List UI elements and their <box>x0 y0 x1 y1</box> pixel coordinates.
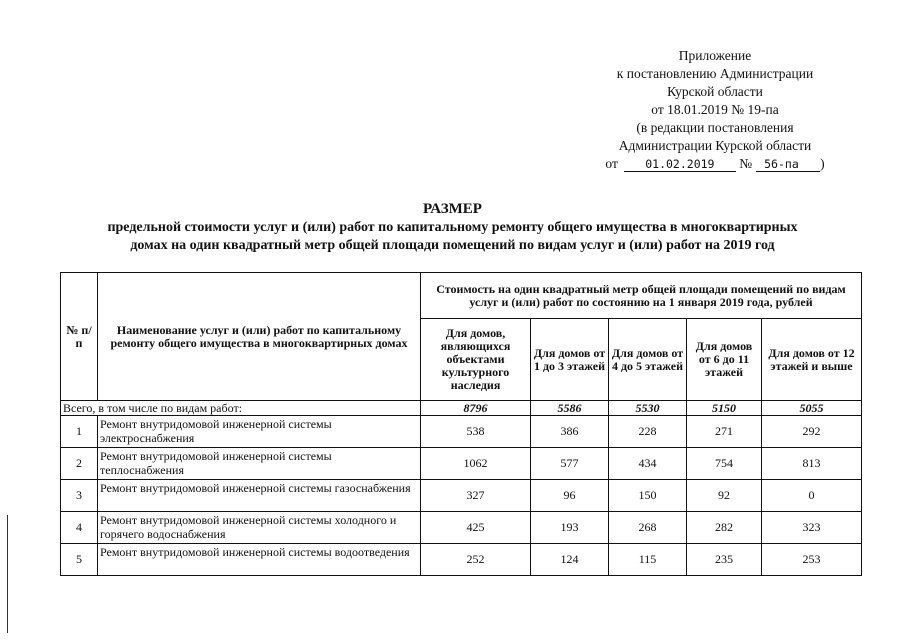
row-value: 813 <box>762 448 862 480</box>
row-value: 235 <box>687 544 762 576</box>
row-value: 271 <box>687 416 762 448</box>
amendment-date: 01.02.2019 <box>624 157 736 172</box>
table-row <box>61 416 862 448</box>
row-value: 228 <box>609 416 687 448</box>
row-number: 1 <box>61 416 98 448</box>
row-number: 2 <box>61 448 98 480</box>
title-main: РАЗМЕР <box>423 201 482 217</box>
table-row <box>61 512 862 544</box>
header-col-1-3-floors: Для домов от 1 до 3 этажей <box>531 319 609 401</box>
row-service-name: Ремонт внутридомовой инженерной системы газоснабжения <box>98 480 421 512</box>
row-value: 425 <box>421 512 531 544</box>
header-col-12-plus-floors: Для домов от 12 этажей и выше <box>762 319 862 401</box>
appendix-line-1: Приложение <box>678 48 752 63</box>
row-value: 577 <box>531 448 609 480</box>
row-value: 434 <box>609 448 687 480</box>
header-cost-group: Стоимость на один квадратный метр общей площади помещений по видам услуг и (или) работ по состоянию на 1 января 2019 года, рублей <box>421 273 862 319</box>
title-line-2: домах на один квадратный метр общей площади помещений по видам услуг и (или) работ на 2019 год <box>130 238 775 253</box>
row-value: 282 <box>687 512 762 544</box>
appendix-line-3: Курской области <box>667 84 763 99</box>
amendment-number: 56-па <box>764 157 799 171</box>
document-title <box>30 200 875 255</box>
table-row <box>61 544 862 576</box>
row-value: 386 <box>531 416 609 448</box>
row-value: 538 <box>421 416 531 448</box>
total-row <box>61 401 862 416</box>
row-service-name: Ремонт внутридомовой инженерной системы холодного и горячего водоснабжения <box>98 512 421 544</box>
row-number: 4 <box>61 512 98 544</box>
amendment-reference <box>560 155 870 173</box>
row-value: 253 <box>762 544 862 576</box>
title-line-1: предельной стоимости услуг и (или) работ по капитальному ремонту общего имущества в многоквартирных <box>107 220 798 235</box>
row-value: 252 <box>421 544 531 576</box>
row-value: 754 <box>687 448 762 480</box>
header-col-6-11-floors: Для домов от 6 до 11 этажей <box>687 319 762 401</box>
table-row <box>61 480 862 512</box>
appendix-block <box>560 47 870 173</box>
row-value: 0 <box>762 480 862 512</box>
total-label: Всего, в том числе по видам работ: <box>61 401 421 416</box>
total-value: 5150 <box>687 401 762 416</box>
appendix-line-2: к постановлению Администрации <box>616 66 814 81</box>
amendment-close-paren: ) <box>820 156 825 171</box>
row-value: 292 <box>762 416 862 448</box>
header-num: № п/п <box>61 273 98 401</box>
table-row <box>61 448 862 480</box>
row-value: 150 <box>609 480 687 512</box>
appendix-line-6: Администрации Курской области <box>618 138 812 153</box>
row-value: 115 <box>609 544 687 576</box>
row-value: 323 <box>762 512 862 544</box>
header-name: Наименование услуг и (или) работ по капитальному ремонту общего имущества в многоквартирных домах <box>98 273 421 401</box>
row-value: 327 <box>421 480 531 512</box>
header-col-4-5-floors: Для домов от 4 до 5 этажей <box>609 319 687 401</box>
row-service-name: Ремонт внутридомовой инженерной системы водоотведения <box>98 544 421 576</box>
row-service-name: Ремонт внутридомовой инженерной системы теплоснабжения <box>98 448 421 480</box>
row-service-name: Ремонт внутридомовой инженерной системы электроснабжения <box>98 416 421 448</box>
header-col-heritage: Для домов, являющихся объектами культурного наследия <box>421 319 531 401</box>
total-value: 5586 <box>531 401 609 416</box>
row-value: 96 <box>531 480 609 512</box>
row-value: 124 <box>531 544 609 576</box>
appendix-line-4: от 18.01.2019 № 19-па <box>651 102 779 117</box>
row-value: 193 <box>531 512 609 544</box>
row-value: 92 <box>687 480 762 512</box>
row-value: 268 <box>609 512 687 544</box>
appendix-line-5: (в редакции постановления <box>636 120 794 135</box>
row-number: 3 <box>61 480 98 512</box>
header-row-top <box>61 273 862 319</box>
amendment-number-field <box>756 157 820 172</box>
total-value: 8796 <box>421 401 531 416</box>
cost-table <box>60 272 862 576</box>
total-value: 5055 <box>762 401 862 416</box>
amendment-from-prefix: от <box>605 156 618 171</box>
amendment-number-prefix: № <box>739 156 753 171</box>
row-value: 1062 <box>421 448 531 480</box>
margin-line <box>7 515 8 633</box>
total-value: 5530 <box>609 401 687 416</box>
row-number: 5 <box>61 544 98 576</box>
